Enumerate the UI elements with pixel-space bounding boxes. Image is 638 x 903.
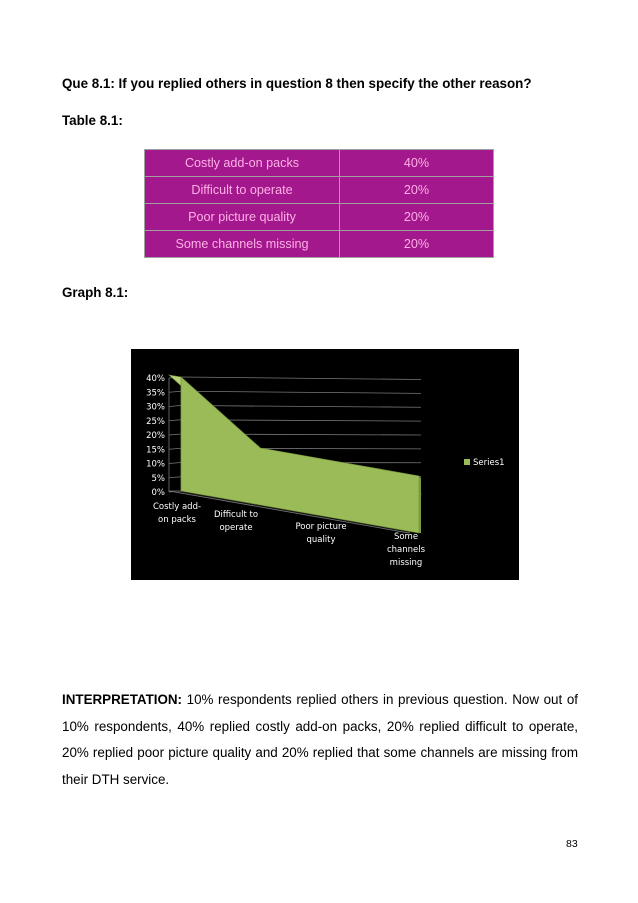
y-tick-label: 10%	[146, 459, 165, 470]
table-cell-value: 20%	[340, 204, 493, 230]
chart-svg	[131, 349, 519, 580]
area-chart	[131, 349, 519, 580]
graph-label: Graph 8.1:	[62, 285, 129, 300]
y-tick-label: 0%	[151, 488, 165, 498]
page-number: 83	[566, 838, 578, 850]
y-tick-label: 30%	[146, 402, 165, 413]
table-cell-category: Costly add-on packs	[145, 150, 339, 176]
table-row	[145, 177, 493, 203]
gridline	[181, 406, 421, 408]
gridline	[181, 391, 421, 393]
tick-mark	[169, 477, 181, 478]
data-table	[144, 149, 494, 258]
tick-mark	[169, 448, 181, 449]
gridline	[181, 377, 421, 380]
table-cell-value: 20%	[340, 231, 493, 257]
table-cell-category: Difficult to operate	[145, 177, 339, 203]
table-row	[145, 150, 493, 176]
area-side-face	[419, 476, 421, 533]
table-row	[145, 231, 493, 257]
tick-mark	[169, 463, 181, 464]
interpretation-heading: INTERPRETATION:	[62, 692, 183, 707]
legend-label: Series1	[473, 458, 505, 468]
y-tick-label: 35%	[146, 388, 165, 399]
table-cell-category: Some channels missing	[145, 231, 339, 257]
tick-mark	[169, 391, 181, 392]
table-label: Table 8.1:	[62, 113, 123, 128]
x-tick-label: Some channels missing	[386, 532, 426, 568]
table-cell-value: 20%	[340, 177, 493, 203]
tick-mark	[169, 434, 181, 435]
interpretation-text: 10% respondents replied others in previous question. Now out of 10% respondents, 40% replied costly add-on packs, 20% replied difficult to operate, 20% replied poor picture quality and 20% replied that some channels are missing from their DTH service.	[62, 692, 578, 787]
x-tick-label: Difficult to operate	[213, 510, 259, 533]
y-tick-label: 25%	[146, 416, 165, 427]
y-tick-label: 5%	[151, 473, 165, 484]
legend-swatch	[464, 459, 470, 465]
x-tick-label: Costly add-on packs	[152, 502, 202, 525]
y-tick-label: 40%	[146, 374, 165, 384]
interpretation-paragraph	[62, 687, 578, 793]
question-heading: Que 8.1: If you replied others in question 8 then specify the other reason?	[62, 76, 532, 91]
tick-mark	[169, 420, 181, 421]
y-tick-label: 20%	[146, 431, 165, 441]
x-tick-label: Poor picture quality	[295, 522, 347, 545]
table-cell-category: Poor picture quality	[145, 204, 339, 230]
tick-mark	[169, 406, 181, 407]
table-cell-value: 40%	[340, 150, 493, 176]
table-row	[145, 204, 493, 230]
y-tick-label: 15%	[146, 445, 165, 456]
